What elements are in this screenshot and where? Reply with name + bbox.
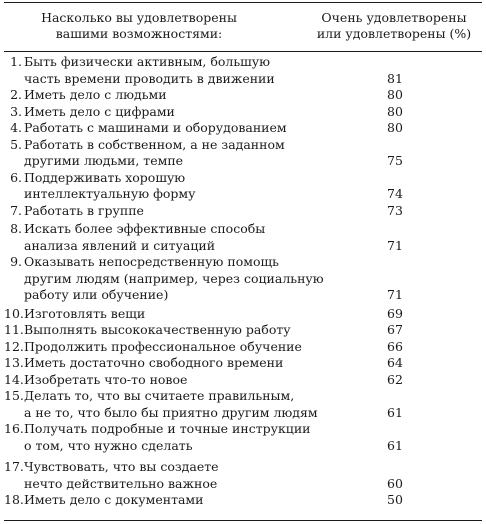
row-number: 18.: [4, 492, 24, 507]
row-percent-value: 61: [387, 404, 403, 420]
row-text-line: часть времени проводить в движении: [24, 70, 275, 86]
row-text: [24, 54, 324, 87]
row-percent-value: 71: [387, 237, 403, 253]
row-number: 7.: [10, 202, 22, 218]
row-number: 1.: [10, 54, 22, 69]
table-row: [0, 254, 486, 304]
table-row: [0, 355, 486, 372]
top-rule: [4, 2, 482, 3]
table-row: [0, 372, 486, 389]
row-text-line: Работать с машинами и оборудованием: [24, 120, 287, 135]
table-row: [0, 170, 486, 203]
row-text-line: Иметь достаточно свободного времени: [24, 355, 284, 370]
row-text-line: Иметь дело с цифрами: [24, 103, 175, 119]
row-text-line: Поддерживать хорошую: [24, 169, 186, 185]
row-text: [24, 492, 324, 509]
row-number: 16.: [4, 421, 24, 436]
row-text-line: о том, что нужно сделать: [24, 437, 193, 453]
row-text: [24, 254, 324, 304]
row-percent-value: 61: [387, 437, 403, 453]
row-percent-value: 71: [387, 287, 403, 302]
row-text-line: Чувствовать, что вы создаете: [24, 459, 219, 474]
row-text-line: работу или обучение): [24, 287, 169, 302]
row-number: 4.: [10, 120, 22, 135]
row-text-line: нечто действительно важное: [24, 475, 218, 491]
row-text-line: анализа явлений и ситуаций: [24, 237, 216, 253]
row-text-line: другим людям (например, через социальную: [24, 270, 324, 286]
table-row: [0, 87, 486, 104]
row-number: 6.: [10, 169, 22, 185]
table-row: [0, 306, 486, 323]
table-row: [0, 221, 486, 254]
row-percent-value: 80: [387, 103, 403, 119]
header-rule: [4, 51, 482, 52]
row-percent-value: 81: [387, 70, 403, 86]
column-header-question-line-1: Насколько вы удовлетворены: [41, 10, 237, 25]
column-header-answer-line-1: Очень удовлетворены: [321, 10, 467, 25]
row-text-line: Продолжить профессиональное обучение: [24, 338, 302, 354]
table-row: [0, 421, 486, 454]
row-text-line: Оказывать непосредственную помощь: [24, 254, 279, 269]
table-row: [0, 339, 486, 356]
row-number: 5.: [10, 136, 22, 152]
row-text-line: Делать то, что вы считаете правильным,: [24, 388, 295, 403]
table-row: [0, 459, 486, 492]
row-number: 8.: [10, 221, 22, 236]
row-text: [24, 372, 324, 389]
row-text: [24, 120, 324, 137]
row-percent-value: 73: [387, 202, 403, 218]
row-percent-value: 80: [387, 87, 403, 102]
table-row: [0, 492, 486, 509]
row-number: 11.: [4, 322, 24, 337]
row-number: 9.: [10, 254, 22, 269]
row-text-line: Выполнять высококачественную работу: [24, 322, 291, 337]
row-text-line: Быть физически активным, большую: [24, 54, 271, 69]
row-percent-value: 66: [387, 338, 403, 354]
row-percent-value: 64: [387, 355, 403, 370]
table-row: [0, 388, 486, 421]
row-text: [24, 87, 324, 104]
row-percent-value: 75: [387, 153, 403, 168]
row-number: 15.: [4, 388, 24, 403]
row-percent-value: 50: [387, 492, 403, 507]
row-percent-value: 60: [387, 475, 403, 491]
row-number: 17.: [4, 459, 24, 474]
column-header-question: [10, 10, 268, 42]
row-text: [24, 355, 324, 372]
table-row: [0, 203, 486, 220]
row-text: [24, 388, 324, 421]
table-row: [0, 120, 486, 137]
row-text: [24, 221, 324, 254]
row-text-line: Изготовлять вещи: [24, 305, 146, 321]
row-text: [24, 203, 324, 220]
row-percent-value: 62: [387, 371, 403, 387]
row-number: 14.: [4, 371, 24, 387]
row-text: [24, 322, 324, 339]
table-row: [0, 322, 486, 339]
row-percent-value: 69: [387, 305, 403, 321]
table-row: [0, 54, 486, 87]
row-text-line: Работать в собственном, а не заданном: [24, 136, 285, 152]
row-text-line: интеллектуальную форму: [24, 186, 196, 201]
row-text: [24, 459, 324, 492]
row-text-line: другими людьми, темпе: [24, 153, 184, 168]
row-text-line: а не то, что было бы приятно другим людям: [24, 404, 318, 420]
row-number: 3.: [10, 103, 22, 119]
column-header-question-line-2: вашими возможностями:: [55, 26, 223, 41]
row-text-line: Получать подробные и точные инструкции: [24, 421, 311, 436]
row-percent-value: 74: [387, 186, 403, 201]
table-row: [0, 137, 486, 170]
row-number: 13.: [4, 355, 24, 370]
row-number: 2.: [10, 87, 22, 102]
row-text: [24, 104, 324, 121]
column-header-answer-line-2: или удовлетворены (%): [316, 26, 472, 41]
row-text-line: Иметь дело с людьми: [24, 87, 167, 102]
row-percent-value: 80: [387, 120, 403, 135]
column-header-answer: [305, 10, 483, 42]
row-text-line: Работать в группе: [24, 202, 144, 218]
row-text-line: Искать более эффективные способы: [24, 221, 266, 236]
row-percent-value: 67: [387, 322, 403, 337]
row-number: 10.: [4, 305, 24, 321]
row-text: [24, 306, 324, 323]
row-text: [24, 170, 324, 203]
survey-rows: [0, 54, 486, 509]
row-text: [24, 137, 324, 170]
row-text-line: Иметь дело с документами: [24, 492, 204, 507]
row-text: [24, 339, 324, 356]
row-text-line: Изобретать что-то новое: [24, 371, 188, 387]
row-number: 12.: [4, 338, 24, 354]
bottom-rule: [4, 520, 482, 521]
table-row: [0, 104, 486, 121]
row-text: [24, 421, 324, 454]
